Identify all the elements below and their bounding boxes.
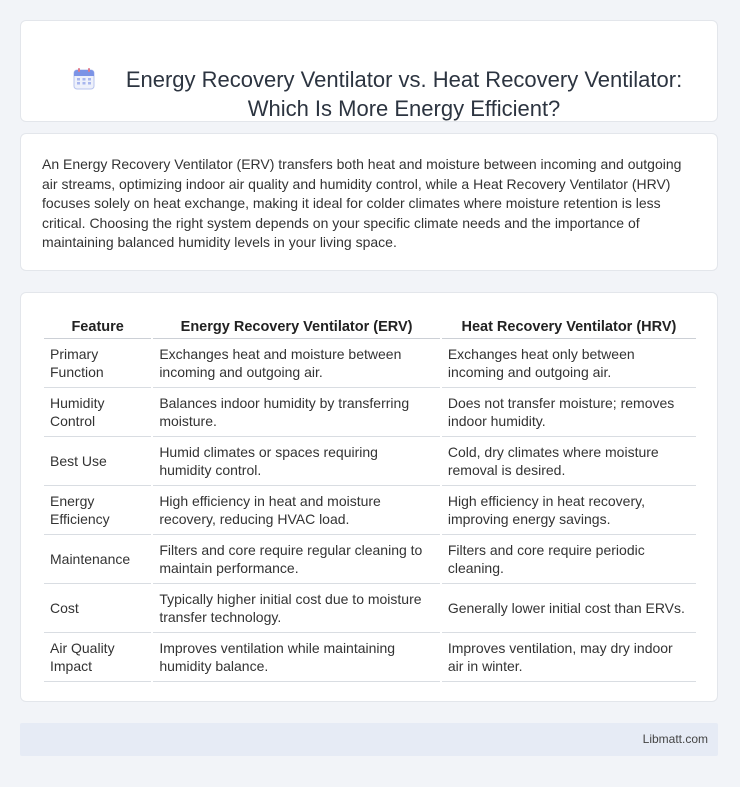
table-row [44,535,696,584]
table-row [44,388,696,437]
cell-hrv: Exchanges heat only between incoming and outgoing air. [442,339,696,388]
header-hrv: Heat Recovery Ventilator (HRV) [442,314,696,339]
cell-hrv: Does not transfer moisture; removes indoor humidity. [442,388,696,437]
intro-paragraph: An Energy Recovery Ventilator (ERV) transfers both heat and moisture between incoming and outgoing air streams, optimizing indoor air quality and humidity control, while a Heat Recovery Ventilator (HRV) focuses solely on heat exchange, making it ideal for colder climates where moisture retention is less critical. Choosing the right system depends on your specific climate needs and the importance of maintaining balanced humidity levels in your living space. [42,156,682,250]
cell-hrv: Generally lower initial cost than ERVs. [442,584,696,633]
cell-feature: Humidity Control [44,388,151,437]
header-erv: Energy Recovery Ventilator (ERV) [153,314,440,339]
cell-erv: Humid climates or spaces requiring humidity control. [153,437,440,486]
cell-feature: Primary Function [44,339,151,388]
cell-feature: Energy Efficiency [44,486,151,535]
cell-erv: Filters and core require regular cleaning to maintain performance. [153,535,440,584]
table-row [44,339,696,388]
cell-feature: Best Use [44,437,151,486]
cell-hrv: Cold, dry climates where moisture removal is desired. [442,437,696,486]
page-title-line1: Energy Recovery Ventilator vs. Heat Recovery Ventilator: [125,67,683,92]
cell-hrv: High efficiency in heat recovery, improving energy savings. [442,486,696,535]
cell-feature: Maintenance [44,535,151,584]
comparison-table [42,314,698,682]
footer [20,723,718,756]
calendar-icon [73,68,95,90]
cell-erv: Improves ventilation while maintaining humidity balance. [153,633,440,682]
cell-erv: Balances indoor humidity by transferring moisture. [153,388,440,437]
intro-card [20,133,718,271]
table-header-row [44,314,696,339]
cell-hrv: Improves ventilation, may dry indoor air in winter. [442,633,696,682]
table-row [44,486,696,535]
cell-feature: Air Quality Impact [44,633,151,682]
cell-erv: High efficiency in heat and moisture recovery, reducing HVAC load. [153,486,440,535]
header-feature: Feature [44,314,151,339]
cell-erv: Typically higher initial cost due to moisture transfer technology. [153,584,440,633]
table-row [44,633,696,682]
footer-site-link[interactable]: Libmatt.com [642,732,708,746]
table-row [44,437,696,486]
cell-feature: Cost [44,584,151,633]
title-card [20,20,718,122]
table-row [44,584,696,633]
cell-hrv: Filters and core require periodic cleaning. [442,535,696,584]
comparison-card [20,292,718,702]
page-title [101,65,707,123]
cell-erv: Exchanges heat and moisture between incoming and outgoing air. [153,339,440,388]
page-title-line2: Which Is More Energy Efficient? [247,96,561,121]
